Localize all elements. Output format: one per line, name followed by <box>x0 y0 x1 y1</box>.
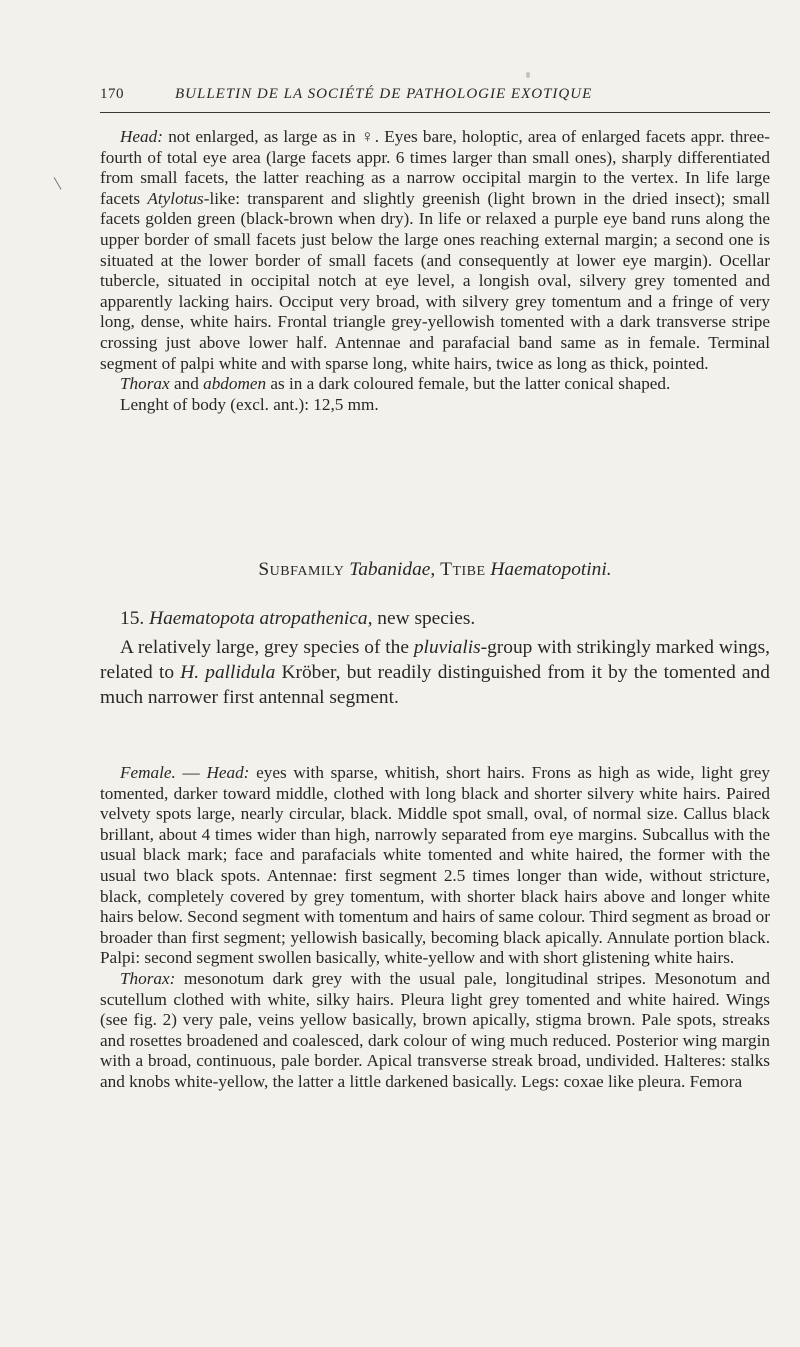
running-header <box>100 82 770 113</box>
female-head-paragraph: Female. — Head: eyes with sparse, whitish, short hairs. Frons as high as wide, light grey tomented, darker toward middle, clothed with long black and shorter silvery white hairs. Paired velvety spots large, nearly circular, black. Middle spot small, oval, of normal size. Callus black brillant, about 4 times wider than high, narrowly separated from eye margins. Subcallus with the usual black mark; face and parafacials white tomented and white haired, the former with the usual two black spots. Antennae: first segment 2.5 times longer than wide, without stricture, black, completely covered by grey tomentum, with shorter black hairs above and longer white hairs below. Second segment with tomentum and hairs of same colour. Third segment as broad or broader than first segment; yellowish basically, becoming black apically. Annulate portion black. Palpi: second segment swollen basically, white-yellow and with short glistening white hairs. <box>100 763 771 968</box>
margin-mark <box>54 176 64 190</box>
head-label: Head: <box>120 127 163 146</box>
species-number: 15. <box>120 608 145 629</box>
genus-name: Atylotus <box>147 188 204 208</box>
species-intro: A relatively large, grey species of the pluvialis-group with strikingly marked wings, related to H. pallidula Kröber, but readily distinguished from it by the tomented and much narrower first antennal segment. <box>100 637 770 708</box>
ink-smudge <box>526 72 530 78</box>
running-title: BULLETIN DE LA SOCIÉTÉ DE PATHOLOGIE EXOTIQUE <box>175 86 593 102</box>
female-thorax-paragraph: Thorax: mesonotum dark grey with the usual pale, longitudinal stripes. Mesonotum and scutellum clothed with white, silky hairs. Pleura light grey tomented and white haired. Wings (see fig. 2) very pale, veins yellow basically, brown apically, stigma brown. Pale spots, streaks and rosettes broadened and coalesced, dark colour of wing much reduced. Posterior wing margin with a broad, continuous, pale border. Apical transverse streak broad, undivided. Halteres: stalks and knobs white-yellow, the latter a little darkened basically. Legs: coxae like pleura. Femora <box>100 968 770 1091</box>
male-length: Lenght of body (excl. ant.): 12,5 mm. <box>120 394 379 414</box>
female-description <box>100 763 770 1093</box>
page-number: 170 <box>100 86 124 102</box>
species-name: Haematopota atropathenica, <box>149 608 373 629</box>
male-head-paragraph: Head: not enlarged, as large as in ♀. Eyes bare, holoptic, area of enlarged facets appr. three-fourth of total eye area (large facets appr. 6 times larger than small ones), sharply differentiated from small facets, the latter reaching as a narrow occipital margin to the vertex. In life large facets Atylotus-like: transparent and slightly greenish (light brown in the dried insect); small facets golden green (black-brown when dry). In life or relaxed a purple eye band runs along the upper border of small facets just below the large ones reaching external margin; a second one is situated at the lower border of small facets (and consequently at lower eye margin). Ocellar tubercle, situated in occipital notch at eye level, a longish oval, silvery grey tomented and apparently lacking hairs. Occiput very broad, with silvery grey tomentum and a fringe of very long, dense, white hairs. Frontal triangle grey-yellowish tomented with a dark transverse stripe crossing just above lower half. Antennae and parafacial band same as in female. Terminal segment of palpi white and with sparse long, white hairs, twice as long as thick, pointed. <box>100 127 770 373</box>
male-description <box>100 127 770 415</box>
male-thorax-paragraph: Thorax and abdomen as in a dark coloured female, but the latter conical shaped. <box>120 374 671 394</box>
subfamily-heading: Subfamily Tabanidae, Ttibe Haematopotini. <box>258 559 612 580</box>
species-heading: 15. Haematopota atropathenica, new species. <box>120 608 476 629</box>
